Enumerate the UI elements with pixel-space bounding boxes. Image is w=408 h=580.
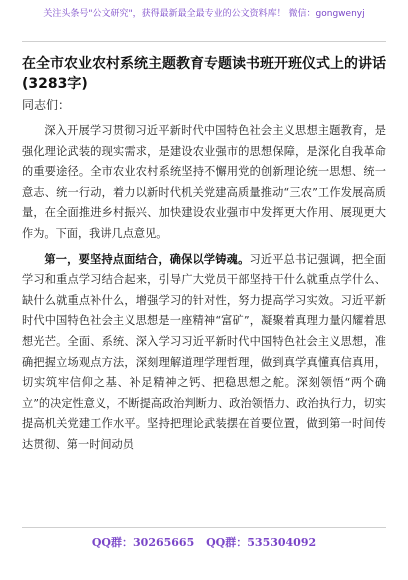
paragraph-lead: 第一，要坚持点面结合，确保以学铸魂。 (44, 251, 250, 266)
paragraph-intro: 深入开展学习贯彻习近平新时代中国特色社会主义思想主题教育，是强化理论武装的现实需求，是建设农业强市的思想保障，是深化自我革命的重要途径。全市农业农村系统坚持不懈用党的创新理论统一思想、统一意志、统一行动，着力以新时代机关党建高质量推动“三农”工作发展高质量，在全面推进乡村振兴、加快建设农业强市中发挥更大作用、展现更大作为。下面，我讲几点意见。 (22, 124, 386, 240)
promo-banner: 关注头条号"公文研究"，获得最新最全最专业的公文资料库！ 微信：gongwenyj (43, 9, 365, 19)
footer-divider (22, 527, 386, 528)
salutation: 同志们： (22, 98, 71, 112)
header-divider (22, 41, 386, 42)
footer (0, 534, 408, 550)
document-title: 在全市农业农村系统主题教育专题读书班开班仪式上的讲话(3283字) (22, 56, 386, 92)
qq-group-2: QQ群：535304092 (206, 536, 317, 549)
qq-group-1: QQ群：30265665 (91, 536, 195, 549)
paragraph-text: 习近平总书记强调，把全面学习和重点学习结合起来，引导广大党员干部坚持干什么就重点学什么、缺什么就重点补什么，增强学习的针对性，努力提高学习实效。习近平新时代中国特色社会主义思想是一座精神“富矿”，凝聚着真理力量闪耀着思想光芒。全面、系统、深入学习习近平新时代中国特色社会主义思想，准确把握立场观点方法，深刻理解道理学理哲理，做到真学真懂真信真用，切实筑牢信仰之基、补足精神之钙、把稳思想之舵。深刻领悟“两个确立”的决定性意义，不断提高政治判断力、政治领悟力、政治执行力，切实提高机关党建工作水平。坚持把理论武装摆在首要位置，做到第一时间传达贯彻、第一时间动员 (22, 252, 386, 451)
paragraph-first-point (22, 249, 386, 456)
document-body (22, 121, 386, 460)
